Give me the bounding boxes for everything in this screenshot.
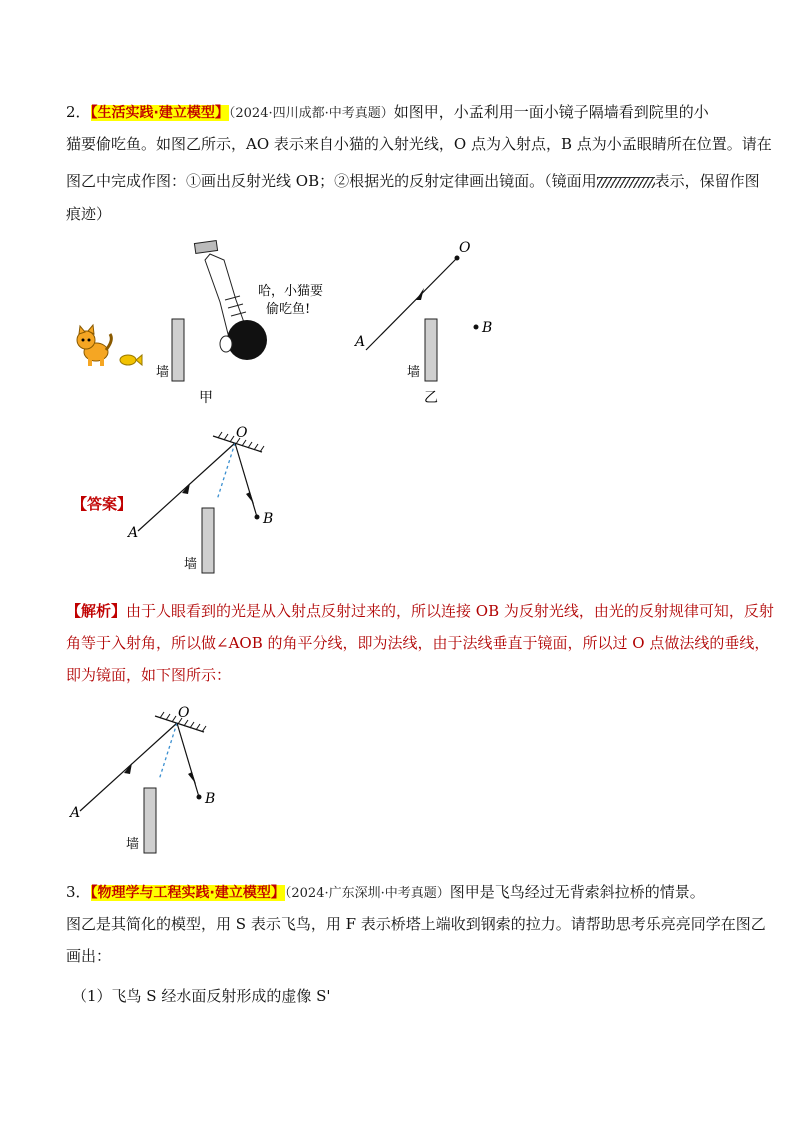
analysis-figure — [62, 700, 232, 860]
fish-icon — [120, 355, 142, 365]
answer-figure — [120, 420, 290, 580]
mirror-symbol-icon — [597, 177, 655, 188]
reflected-arrow-answer — [246, 492, 254, 504]
ray-arrow-yi — [416, 288, 424, 300]
analysis-line2: 角等于入射角，所以做∠AOB 的角平分线，即为法线，由于法线垂直于镜面，所以过 O 点做法线的垂线， — [66, 634, 770, 652]
caption-yi: 乙 — [424, 390, 438, 406]
wall-label-analysis: 墙 — [126, 837, 140, 852]
q2-line2: 猫要偷吃鱼。如图乙所示，AO 表示来自小猫的入射光线，O 点为入射点，B 点为小孟眼睛所在位置。请在 — [66, 135, 772, 153]
cat-icon — [77, 325, 111, 366]
incident-arrow-analysis — [124, 763, 132, 774]
label-B-analysis: B — [205, 791, 216, 807]
label-A-yi: A — [355, 334, 366, 350]
q2-source: （2024·四川成都·中考真题） — [228, 106, 394, 121]
point-O-yi — [455, 256, 460, 261]
reflected-ray-analysis — [177, 723, 199, 797]
incident-arrow-answer — [182, 483, 190, 494]
q2-line4: 痕迹） — [66, 205, 112, 223]
analysis-line3: 即为镜面，如下图所示： — [66, 666, 232, 684]
analysis-label: 【解析】 — [66, 602, 127, 620]
wall-jia — [172, 319, 184, 381]
incident-ray-analysis — [80, 723, 177, 811]
q2-figures — [0, 230, 794, 415]
wall-label-answer: 墙 — [184, 557, 198, 572]
q2-line1 — [66, 101, 709, 125]
q3-source: （2024·广东深圳·中考真题） — [284, 886, 450, 901]
label-A-answer: A — [128, 525, 139, 541]
q2-line3a: 图乙中完成作图：①画出反射光线 OB；②根据光的反射定律画出镜面。（镜面用 — [66, 172, 597, 190]
label-A-analysis: A — [70, 805, 81, 821]
wall-yi — [425, 319, 437, 381]
q3-tag: 【物理学与工程实践·建立模型】 — [90, 885, 285, 901]
ray-AO-yi — [366, 258, 457, 350]
analysis-line1 — [66, 600, 774, 622]
q2-line3 — [66, 170, 760, 192]
q2-tag: 【生活实践·建立模型】 — [90, 105, 229, 121]
label-B-yi: B — [482, 320, 493, 336]
point-B-answer — [255, 515, 260, 520]
q3-line1 — [66, 881, 705, 905]
boy-icon — [194, 241, 267, 360]
analysis-line1-text: 由于人眼看到的光是从入射点反射过来的，所以连接 OB 为反射光线，由光的反射规律可知，反射 — [126, 602, 774, 620]
q3-line2: 图乙是其简化的模型，用 S 表示飞鸟，用 F 表示桥塔上端收到钢索的拉力。请帮助思考乐亮亮同学在图乙 — [66, 915, 766, 933]
incident-ray-answer — [138, 443, 235, 531]
label-O-answer: O — [236, 425, 248, 441]
speech-line2: 偷吃鱼! — [266, 302, 311, 317]
wall-label-jia: 墙 — [156, 365, 170, 380]
caption-jia: 甲 — [199, 390, 213, 406]
label-O-yi: O — [459, 240, 471, 256]
point-B-yi — [474, 325, 479, 330]
q2-line1-rest: 如图甲，小孟利用一面小镜子隔墙看到院里的小 — [393, 103, 709, 121]
wall-analysis — [144, 788, 156, 853]
reflected-arrow-analysis — [188, 772, 196, 784]
q3-number: 3． — [66, 883, 91, 901]
wall-answer — [202, 508, 214, 573]
answer-label: 【答案】 — [72, 495, 133, 513]
q2-line3b: 表示，保留作图 — [654, 172, 760, 190]
q3-line1-rest: 图甲是飞鸟经过无背索斜拉桥的情景。 — [449, 883, 705, 901]
q2-number: 2． — [66, 103, 91, 121]
q3-line3: 画出： — [66, 947, 112, 965]
speech-line1: 哈，小猫要 — [258, 284, 324, 299]
reflected-ray-answer — [235, 443, 257, 517]
q3-sub1: （1）飞鸟 S 经水面反射形成的虚像 S' — [72, 987, 331, 1005]
point-B-analysis — [197, 795, 202, 800]
label-B-answer: B — [263, 511, 274, 527]
wall-label-yi: 墙 — [407, 365, 421, 380]
label-O-analysis: O — [178, 705, 190, 721]
